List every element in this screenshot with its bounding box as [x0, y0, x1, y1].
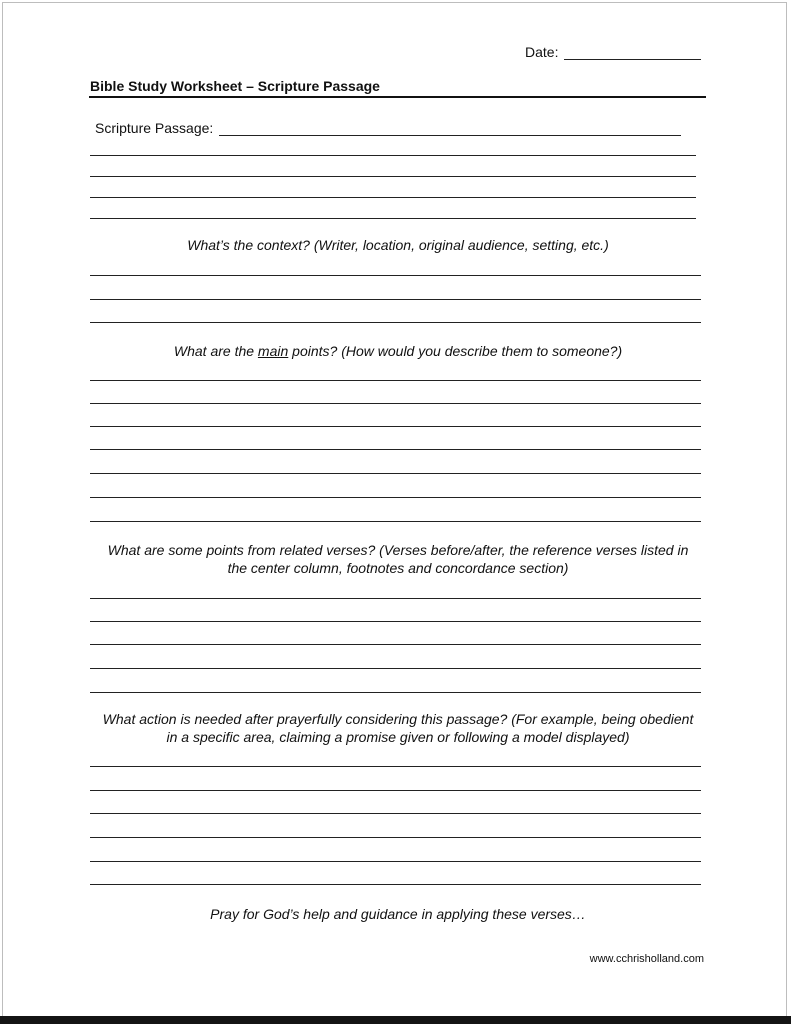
- passage-writing-line[interactable]: [90, 197, 696, 198]
- scripture-passage-blank-line[interactable]: [219, 121, 681, 136]
- closing-prayer-text: Pray for God’s help and guidance in applying these verses…: [210, 906, 586, 922]
- main-points-writing-line[interactable]: [90, 380, 701, 381]
- scripture-passage-field[interactable]: [95, 120, 681, 136]
- date-blank-line[interactable]: [564, 44, 701, 60]
- main-points-text-end: points? (How would you describe them to someone?): [288, 343, 623, 359]
- action-writing-line[interactable]: [90, 861, 701, 862]
- related-verses-writing-line[interactable]: [90, 598, 701, 599]
- related-verses-writing-line[interactable]: [90, 644, 701, 645]
- main-points-writing-line[interactable]: [90, 521, 701, 522]
- date-label: Date:: [525, 44, 559, 60]
- scan-bottom-edge: [0, 1016, 791, 1024]
- main-points-question: [88, 342, 708, 360]
- main-points-writing-line[interactable]: [90, 449, 701, 450]
- related-verses-writing-line[interactable]: [90, 668, 701, 669]
- main-points-writing-line[interactable]: [90, 473, 701, 474]
- context-writing-line[interactable]: [90, 275, 701, 276]
- main-points-writing-line[interactable]: [90, 403, 701, 404]
- worksheet-title: Bible Study Worksheet – Scripture Passage: [90, 78, 380, 94]
- main-points-text-start: What are the: [173, 343, 258, 359]
- main-points-emphasis: main: [257, 343, 289, 359]
- action-writing-line[interactable]: [90, 837, 701, 838]
- context-writing-line[interactable]: [90, 299, 701, 300]
- main-points-writing-line[interactable]: [90, 426, 701, 427]
- title-divider: [89, 96, 706, 98]
- scripture-passage-label: Scripture Passage:: [95, 120, 214, 136]
- context-question: What’s the context? (Writer, location, original audience, setting, etc.): [187, 237, 609, 253]
- action-question: What action is needed after prayerfully considering this passage? (For example, being obedient in a specific area, claiming a promise given or following a model displayed): [102, 711, 694, 745]
- action-writing-line[interactable]: [90, 884, 701, 885]
- passage-writing-line[interactable]: [90, 218, 696, 219]
- date-field[interactable]: [525, 44, 701, 60]
- passage-writing-line[interactable]: [90, 155, 696, 156]
- main-points-writing-line[interactable]: [90, 497, 701, 498]
- action-writing-line[interactable]: [90, 813, 701, 814]
- related-verses-question: What are some points from related verses? (Verses before/after, the reference verses listed in the center column, footnotes and concordance section): [107, 542, 689, 576]
- website-url: www.cchrisholland.com: [589, 953, 704, 965]
- passage-writing-line[interactable]: [90, 176, 696, 177]
- action-writing-line[interactable]: [90, 790, 701, 791]
- related-verses-writing-line[interactable]: [90, 621, 701, 622]
- related-verses-writing-line[interactable]: [90, 692, 701, 693]
- action-writing-line[interactable]: [90, 766, 701, 767]
- context-writing-line[interactable]: [90, 322, 701, 323]
